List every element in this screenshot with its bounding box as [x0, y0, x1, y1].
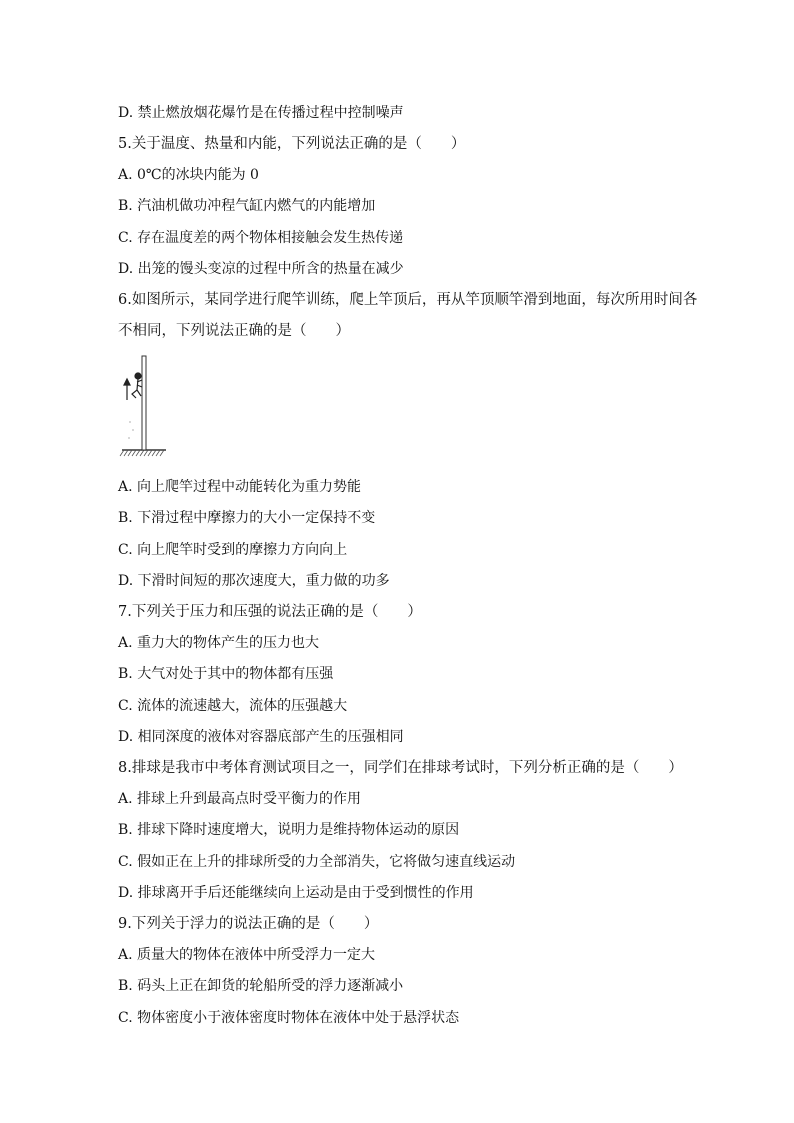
- q6-option-d: D. 下滑时间短的那次速度大，重力做的功多: [118, 573, 390, 589]
- q8-option-d: D. 排球离开手后还能继续向上运动是由于受到惯性的作用: [118, 885, 474, 901]
- q7-option-d: D. 相同深度的液体对容器底部产生的压强相同: [118, 729, 404, 745]
- q8-stem: 8.排球是我市中考体育测试项目之一，同学们在排球考试时，下列分析正确的是（ ）: [118, 760, 683, 776]
- pole-climbing-figure: [118, 352, 168, 464]
- q6-stem-line2: 不相同，下列说法正确的是（ ）: [118, 323, 350, 339]
- q5-option-d: D. 出笼的馒头变凉的过程中所含的热量在减少: [118, 261, 404, 277]
- q7-option-b: B. 大气对处于其中的物体都有压强: [118, 666, 334, 682]
- q5-option-a: A. 0℃的冰块内能为 0: [118, 167, 259, 183]
- q7-option-a: A. 重力大的物体产生的压力也大: [118, 635, 320, 651]
- q5-option-b: B. 汽油机做功冲程气缸内燃气的内能增加: [118, 198, 376, 214]
- climber-icon: [132, 373, 142, 398]
- q7-stem: 7.下列关于压力和压强的说法正确的是（ ）: [118, 604, 422, 620]
- dust-dots: [128, 421, 133, 438]
- ground-hatch: [120, 450, 164, 456]
- q9-option-a: A. 质量大的物体在液体中所受浮力一定大: [118, 947, 376, 963]
- q5-option-c: C. 存在温度差的两个物体相接触会发生热传递: [118, 230, 404, 246]
- q6-option-b: B. 下滑过程中摩擦力的大小一定保持不变: [118, 510, 376, 526]
- q4-option-d: D. 禁止燃放烟花爆竹是在传播过程中控制噪声: [118, 105, 404, 121]
- q6-option-a: A. 向上爬竿过程中动能转化为重力势能: [118, 479, 362, 495]
- pole: [142, 356, 146, 450]
- q8-option-c: C. 假如正在上升的排球所受的力全部消失，它将做匀速直线运动: [118, 854, 516, 870]
- q5-stem: 5.关于温度、热量和内能，下列说法正确的是（ ）: [118, 136, 466, 152]
- q8-option-a: A. 排球上升到最高点时受平衡力的作用: [118, 791, 362, 807]
- q9-option-b: B. 码头上正在卸货的轮船所受的浮力逐渐减小: [118, 978, 404, 994]
- q6-stem-line1: 6.如图所示，某同学进行爬竿训练，爬上竿顶后，再从竿顶顺竿滑到地面，每次所用时间各: [118, 292, 698, 308]
- q7-option-c: C. 流体的流速越大，流体的压强越大: [118, 698, 348, 714]
- q9-stem: 9.下列关于浮力的说法正确的是（ ）: [118, 916, 379, 932]
- q6-option-c: C. 向上爬竿时受到的摩擦力方向向上: [118, 542, 348, 558]
- q9-option-c: C. 物体密度小于液体密度时物体在液体中处于悬浮状态: [118, 1010, 460, 1026]
- up-arrow-icon: [124, 379, 130, 400]
- q8-option-b: B. 排球下降时速度增大，说明力是维持物体运动的原因: [118, 822, 460, 838]
